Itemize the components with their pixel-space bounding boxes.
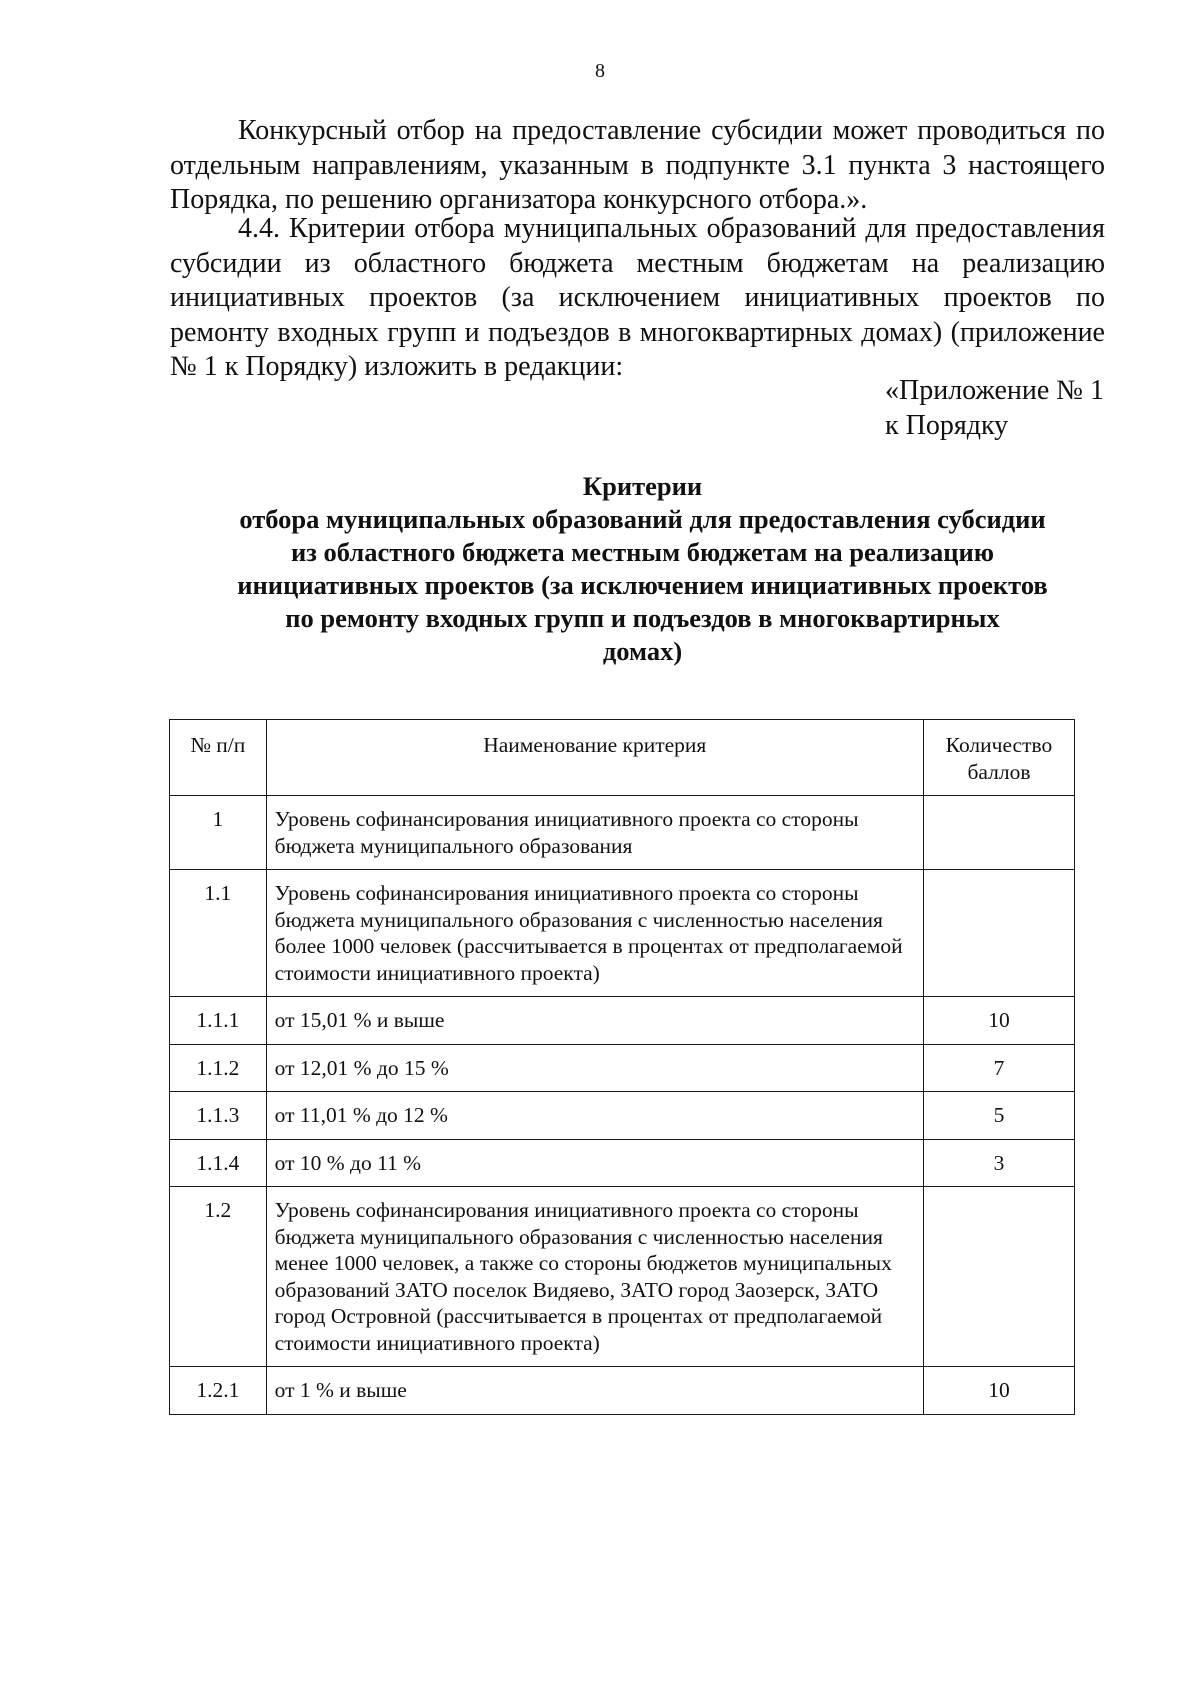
table-row [170, 1092, 1075, 1140]
row-num: 1 [170, 796, 267, 870]
page-number: 8 [595, 60, 605, 82]
row-name: от 12,01 % до 15 % [266, 1044, 923, 1092]
row-score [923, 870, 1074, 997]
appendix-label [885, 374, 1104, 443]
table-header-row [170, 720, 1075, 796]
row-score [923, 1187, 1074, 1367]
table-row [170, 870, 1075, 997]
title-line-4: инициативных проектов (за исключением инициативных проектов [237, 570, 1048, 600]
row-num: 1.1.3 [170, 1092, 267, 1140]
row-name: Уровень софинансирования инициативного проекта со стороны бюджета муниципального образования [266, 796, 923, 870]
paragraph-1-text: Конкурсный отбор на предоставление субсидии может проводиться по отдельным направлениям, указанным в подпункте 3.1 пункта 3 настоящего Порядка, по решению организатора конкурсного отбора.». [170, 115, 1105, 215]
table-row [170, 1187, 1075, 1367]
row-name: Уровень софинансирования инициативного проекта со стороны бюджета муниципального образования с численностью населения менее 1000 человек, а также со стороны бюджетов муниципальных образований ЗАТО поселок Видяево, ЗАТО город Заозерск, ЗАТО город Островной (рассчитывается в процентах от предполагаемой стоимости инициативного проекта) [266, 1187, 923, 1367]
row-score [923, 796, 1074, 870]
row-name: от 10 % до 11 % [266, 1139, 923, 1187]
title-line-2: отбора муниципальных образований для предоставления субсидии [239, 504, 1046, 534]
paragraph-1 [170, 114, 1105, 218]
row-score: 10 [923, 997, 1074, 1045]
paragraph-2-text: 4.4. Критерии отбора муниципальных образований для предоставления субсидии из областного бюджета местным бюджетам на реализацию инициативных проектов (за исключением инициативных проектов по ремонту входных групп и подъездов в многоквартирных домах) (приложение № 1 к Порядку) изложить в редакции: [170, 213, 1105, 382]
row-num: 1.1.1 [170, 997, 267, 1045]
row-score: 10 [923, 1367, 1074, 1415]
table-row [170, 1044, 1075, 1092]
appendix-line-2: к Порядку [885, 409, 1009, 441]
row-name: от 1 % и выше [266, 1367, 923, 1415]
row-num: 1.1.4 [170, 1139, 267, 1187]
title-line-6: домах) [602, 636, 683, 666]
row-name: от 15,01 % и выше [266, 997, 923, 1045]
criteria-table [169, 719, 1075, 1415]
header-name: Наименование критерия [266, 720, 923, 796]
table-row [170, 1367, 1075, 1415]
criteria-title [150, 470, 1135, 668]
row-score: 5 [923, 1092, 1074, 1140]
row-name: Уровень софинансирования инициативного проекта со стороны бюджета муниципального образования с численностью населения более 1000 человек (рассчитывается в процентах от предполагаемой стоимости инициативного проекта) [266, 870, 923, 997]
appendix-line-1: «Приложение № 1 [885, 375, 1104, 406]
row-num: 1.2 [170, 1187, 267, 1367]
row-num: 1.1 [170, 870, 267, 997]
title-line-1: Критерии [582, 471, 703, 501]
title-line-5: по ремонту входных групп и подъездов в многоквартирных [285, 603, 1000, 633]
table-row [170, 796, 1075, 870]
title-line-3: из областного бюджета местным бюджетам на реализацию [290, 537, 995, 567]
row-num: 1.2.1 [170, 1367, 267, 1415]
row-name: от 11,01 % до 12 % [266, 1092, 923, 1140]
table-row [170, 1139, 1075, 1187]
paragraph-2 [170, 212, 1105, 385]
header-score: Количество баллов [923, 720, 1074, 796]
table-row [170, 997, 1075, 1045]
row-num: 1.1.2 [170, 1044, 267, 1092]
header-num: № п/п [170, 720, 267, 796]
row-score: 7 [923, 1044, 1074, 1092]
row-score: 3 [923, 1139, 1074, 1187]
